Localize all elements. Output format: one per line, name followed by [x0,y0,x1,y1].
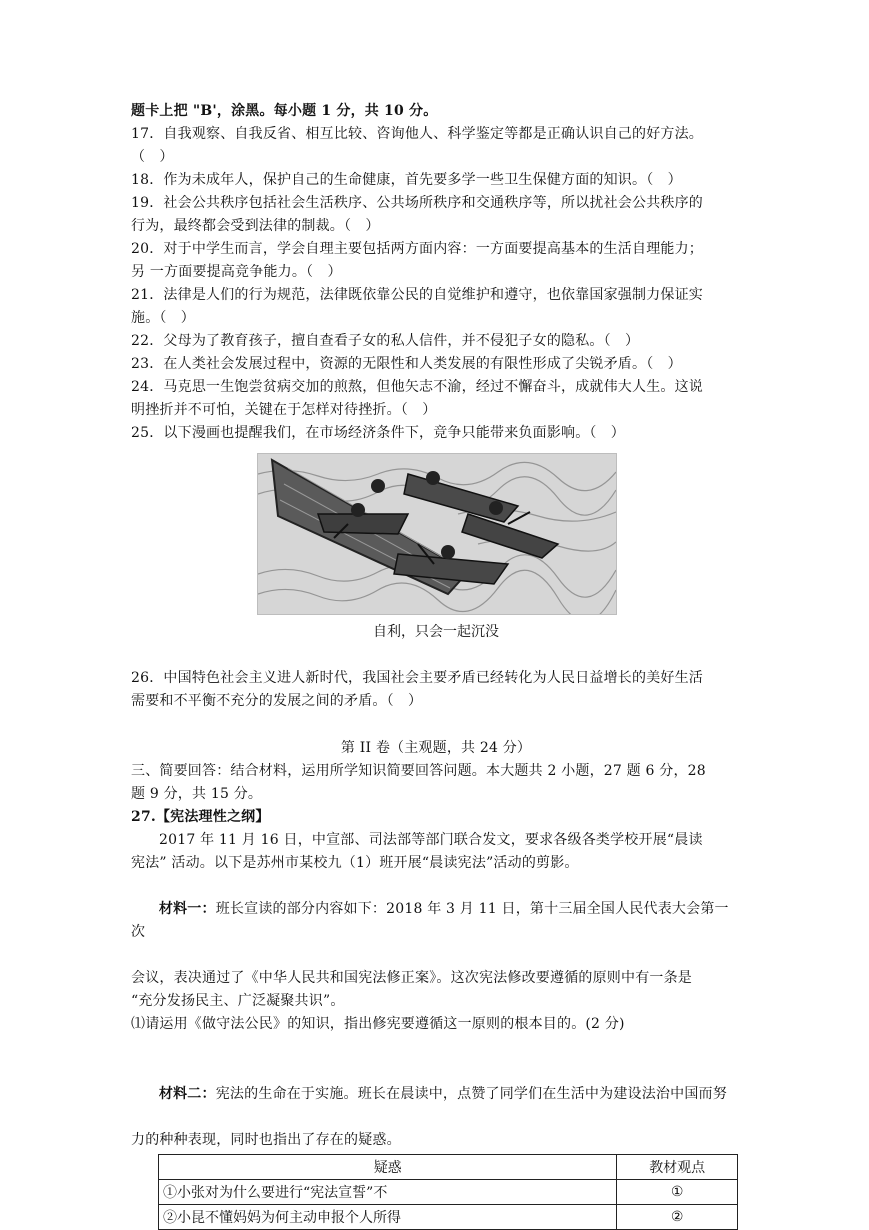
intro-text: 2017 年 11 月 16 日，中宣部、司法部等部门联合发文，要求各级各类学校开展“晨读 [159,832,703,848]
table-row [159,1205,738,1230]
material-two-label: 材料二： [158,1086,216,1102]
table-cell: ② [617,1205,738,1230]
question-27-title: 27.【宪法理性之纲】 [131,809,270,825]
material-text: “充分发扬民主、广泛凝聚共识”。 [131,993,345,1009]
question-text: 施。（ ） [131,310,195,326]
question-text: 24．马克思一生饱尝贫病交加的煎熬，但他矢志不渝，经过不懈奋斗，成就伟大人生。这说 [131,379,704,395]
question-21 [131,284,741,330]
question-24 [131,376,741,422]
table-header-textbook-view: 教材观点 [617,1155,738,1180]
material-text: 力的种种表现，同时也指出了存在的疑惑。 [131,1132,401,1148]
material-text: 会议，表决通过了《中华人民共和国宪法修正案》。这次宪法修改要遵循的原则中有一条是 [131,970,692,986]
material-text: 宪法的生命在于实施。班长在晨读中，点赞了同学们在生活中为建设法治中国而努 [215,1086,727,1102]
material-one [131,875,741,1013]
material-one-label: 材料一： [158,901,216,917]
table-row [159,1180,738,1205]
material-text: 班长宣读的部分内容如下：2018 年 3 月 11 日，第十三届全国人民代表大会第一次 [131,901,729,940]
question-25 [131,422,741,445]
question-text: 26．中国特色社会主义进人新时代，我国社会主要矛盾已经转化为人民日益增长的美好生活 [131,670,704,686]
question-text: 23．在人类社会发展过程中，资源的无限性和人类发展的有限性形成了尖锐矛盾。（ ） [131,356,682,372]
question-27-1: ⑴请运用《做守法公民》的知识，指出修宪要遵循这一原则的根本目的。(2 分) [131,1016,625,1032]
table-header-doubt: 疑惑 [159,1155,617,1180]
table-cell: ②小昆不懂妈妈为何主动申报个人所得 [159,1205,617,1230]
question-text: 22．父母为了教育孩子，擅自查看子女的私人信件，并不侵犯子女的隐私。（ ） [131,333,640,349]
part-two-title: 第 II 卷（主观题，共 24 分） [340,740,532,756]
question-text: 需要和不平衡不充分的发展之间的矛盾。（ ） [131,693,423,709]
exam-page [131,100,741,1230]
question-text: 20．对于中学生而言，学会自理主要包括两方面内容：一方面要提高基本的生活自理能力； [131,241,704,257]
sinking-boats-cartoon [257,453,617,615]
question-26 [131,667,741,713]
judge-list [131,123,741,445]
question-20 [131,238,741,284]
question-22 [131,330,741,353]
question-text: 25．以下漫画也提醒我们，在市场经济条件下，竞争只能带来负面影响。（ ） [131,425,626,441]
question-19 [131,192,741,238]
question-text: 19．社会公共秩序包括社会生活秩序、公共场所秩序和交通秩序等，所以扰社会公共秩序的 [131,195,704,211]
question-text: 明挫折并不可怕，关键在于怎样对待挫折。（ ） [131,402,437,418]
question-23 [131,353,741,376]
question-text: 另 一方面要提高竞争能力。（ ） [131,264,342,280]
question-text: 21．法律是人们的行为规范，法律既依靠公民的自觉维护和遵守，也依靠国家强制力保证实 [131,287,704,303]
cartoon-figure [257,453,615,643]
question-text: （ ） [131,149,174,165]
cartoon-caption: 自利，只会一起沉没 [373,624,499,640]
table-cell: ① [617,1180,738,1205]
question-text: 17．自我观察、自我反省、相互比较、咨询他人、科学鉴定等都是正确认识自己的好方法。 [131,126,704,142]
doubt-table [158,1154,738,1230]
table-cell: ①小张对为什么要进行“宪法宣誓”不 [159,1180,617,1205]
material-two [131,1060,741,1152]
section-text: 题 9 分，共 15 分。 [131,786,263,802]
question-18 [131,169,741,192]
intro-text: 宪法” 活动。以下是苏州市某校九（1）班开展“晨读宪法”活动的剪影。 [131,855,579,871]
question-27-intro [131,829,741,875]
table-header-row [159,1155,738,1180]
question-17 [131,123,741,169]
instruction-line: 题卡上把 "B'，涂黑。每小题 1 分，共 10 分。 [131,103,438,119]
question-text: 行为，最终都会受到法律的制裁。（ ） [131,218,380,234]
section-three-heading [131,760,741,806]
section-text: 三、简要回答：结合材料，运用所学知识简要回答问题。本大题共 2 小题，27 题 6 分，28 [131,763,706,779]
question-text: 18．作为未成年人，保护自己的生命健康，首先要多学一些卫生保健方面的知识。（ ） [131,172,682,188]
